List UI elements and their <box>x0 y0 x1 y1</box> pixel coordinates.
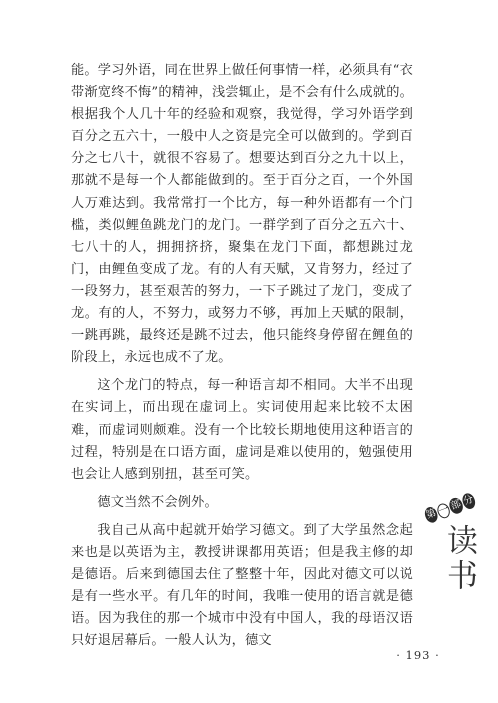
paragraph-3: 德文当然不会例外。 <box>97 494 218 510</box>
part-badge-char: 部 <box>448 496 465 515</box>
chapter-side-label <box>424 493 482 604</box>
part-badge-char: 第 <box>423 505 440 524</box>
part-badge <box>422 489 478 527</box>
part-badge-char: 分 <box>460 492 477 511</box>
paragraph-2: 这个龙门的特点，每一种语言却不相同。大半不出现在实词上，而出现在虚词上。实词使用起来比较不太困难，而虚词则颇难。没有一个比较长期地使用这种语言的过程，特别是在口语方面，虚词是难以使用的，勉强使用也会让人感到别扭，甚至可笑。 <box>71 378 413 482</box>
page-number: · 193 · <box>396 648 440 662</box>
body-text <box>71 60 413 652</box>
part-badge-char: 一 <box>436 501 452 519</box>
paragraph-4: 我自己从高中起就开始学习德文。到了大学虽然念起来也是以英语为主，教授讲课都用英语；但是我主修的却是德语。后来到德国去住了整整十年，因此对德文可以说是有一些水平。有几年的时间，我唯一使用的语言就是德语。因为我住的那一个城市中没有中国人，我的母语汉语只好退居幕后。一般人认为，德文 <box>71 522 413 649</box>
section-title: 读书 <box>441 524 477 594</box>
paragraph-1: 能。学习外语，同在世界上做任何事情一样，必须具有“衣带渐宽终不悔”的精神，浅尝辄止，是不会有什么成就的。根据我个人几十年的经验和观察，我觉得，学习外语学到百分之五六十，一般中人之资是完全可以做到的。学到百分之七八十，就很不容易了。想要达到百分之九十以上，那就不是每一个人都能做到的。至于百分之百，一个外国人万难达到。我常常打一个比方，每一种外语都有一个门槛，类似鲤鱼跳龙门的龙门。一群学到了百分之五六十、七八十的人，拥拥挤挤，聚集在龙门下面，都想跳过龙门，由鲤鱼变成了龙。有的人有天赋，又肯努力，经过了一段努力，甚至艰苦的努力，一下子跳过了龙门，变成了龙。有的人，不努力，或努力不够，再加上天赋的限制，一跳再跳，最终还是跳不过去，他只能终身停留在鲤鱼的阶段上，永远也成不了龙。 <box>71 63 413 366</box>
